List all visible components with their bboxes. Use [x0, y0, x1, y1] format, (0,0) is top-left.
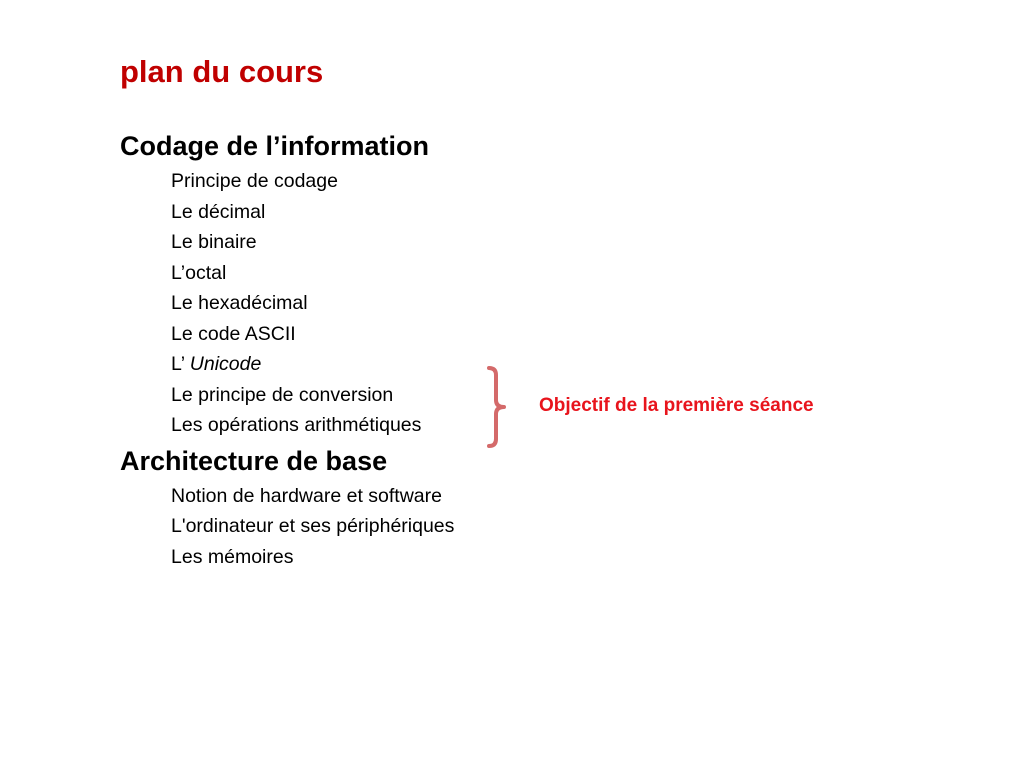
slide-title: plan du cours — [120, 54, 324, 89]
list-item: Principe de codage — [171, 170, 338, 192]
section-items — [171, 166, 454, 441]
list-item: Notion de hardware et software — [171, 484, 442, 507]
list-item: Le hexadécimal — [171, 292, 308, 314]
section-heading: Codage de l’information — [120, 131, 430, 161]
right-brace-icon — [484, 366, 510, 448]
list-item: Le binaire — [171, 231, 257, 253]
list-item: Les mémoires — [171, 545, 294, 568]
course-outline — [120, 126, 454, 572]
list-item: L'ordinateur et ses périphériques — [171, 515, 455, 537]
list-item: Le code ASCII — [171, 322, 296, 345]
section-heading: Architecture de base — [120, 445, 388, 476]
section-codage — [120, 126, 454, 441]
list-item: Le principe de conversion — [171, 383, 394, 406]
list-item-emphasis: Unicode — [189, 353, 262, 375]
list-item-prefix: L’ — [171, 353, 190, 375]
list-item: Les opérations arithmétiques — [171, 414, 422, 436]
section-architecture — [120, 441, 454, 573]
list-item: Le décimal — [171, 200, 266, 223]
session-objective-label: Objectif de la première séance — [539, 395, 814, 416]
list-item — [171, 349, 454, 380]
list-item: L’octal — [171, 261, 227, 284]
section-items — [171, 481, 454, 573]
